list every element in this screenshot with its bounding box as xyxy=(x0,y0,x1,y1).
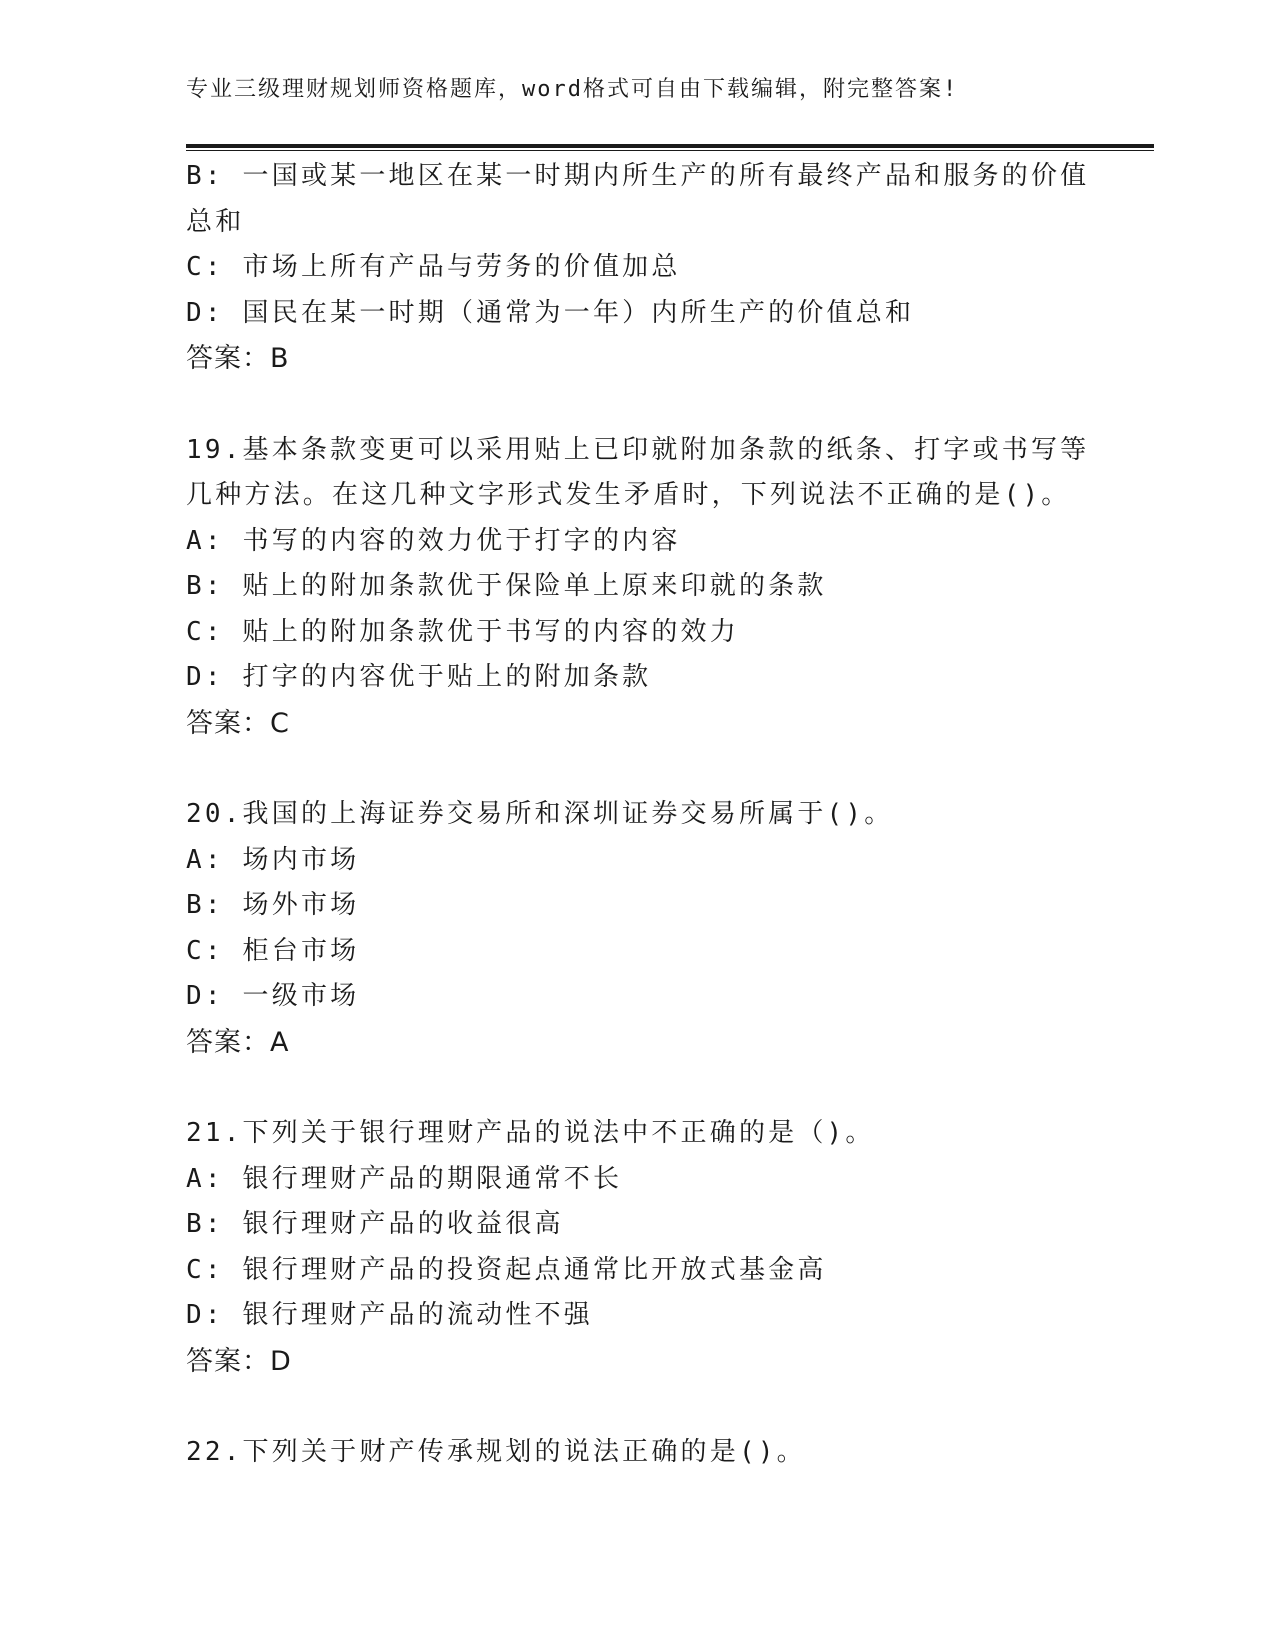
spacer xyxy=(186,1384,1086,1430)
option-c: C: 贴上的附加条款优于书写的内容的效力 xyxy=(186,616,739,647)
option-d: D: 国民在某一时期（通常为一年）内所生产的价值总和 xyxy=(186,297,915,328)
option-a: A: 场内市场 xyxy=(186,844,360,875)
spacer xyxy=(186,746,1086,792)
answer: 答案：A xyxy=(186,1026,290,1058)
option-d: D: 打字的内容优于贴上的附加条款 xyxy=(186,662,652,692)
question-19 xyxy=(186,428,1090,747)
option-b: B: 一国或某一地区在某一时期内所生产的所有最终产品和服务的价值 xyxy=(186,161,1090,191)
option-c: C: 银行理财产品的投资起点通常比开放式基金高 xyxy=(186,1254,827,1285)
option-c: C: 市场上所有产品与劳务的价值加总 xyxy=(186,252,681,282)
option-d: D: 银行理财产品的流动性不强 xyxy=(186,1300,593,1330)
option-b: B: 贴上的附加条款优于保险单上原来印就的条款 xyxy=(186,571,827,601)
answer: 答案：D xyxy=(186,1345,292,1377)
spacer xyxy=(186,382,1086,428)
page-header: 专业三级理财规划师资格题库，word格式可自由下载编辑，附完整答案! xyxy=(186,77,959,102)
question-22 xyxy=(186,1430,1086,1476)
option-d: D: 一级市场 xyxy=(186,981,360,1011)
question-21 xyxy=(186,1111,1086,1384)
answer: 答案：B xyxy=(186,343,290,374)
question-stem: 20.我国的上海证券交易所和深圳证券交易所属于()。 xyxy=(186,799,894,829)
question-stem: 21.下列关于银行理财产品的说法中不正确的是（)。 xyxy=(186,1118,875,1148)
option-b: B: 场外市场 xyxy=(186,890,360,920)
question-stem: 19.基本条款变更可以采用贴上已印就附加条款的纸条、打字或书写等 xyxy=(186,434,1090,465)
answer: 答案：C xyxy=(186,707,290,739)
option-b: B: 银行理财产品的收益很高 xyxy=(186,1209,564,1239)
option-a: A: 银行理财产品的期限通常不长 xyxy=(186,1163,623,1194)
spacer xyxy=(186,1065,1086,1111)
option-c: C: 柜台市场 xyxy=(186,935,360,966)
question-18-tail xyxy=(186,154,1090,382)
option-b-continued: 总和 xyxy=(186,206,245,237)
header-rule-thick xyxy=(186,144,1154,148)
question-stem-continued: 几种方法。在这几种文字形式发生矛盾时，下列说法不正确的是()。 xyxy=(186,480,1071,510)
header-rule-thin xyxy=(186,150,1154,151)
question-stem: 22.下列关于财产传承规划的说法正确的是()。 xyxy=(186,1437,806,1467)
question-20 xyxy=(186,792,1086,1065)
option-a: A: 书写的内容的效力优于打字的内容 xyxy=(186,525,681,556)
question-content xyxy=(186,154,1090,1476)
